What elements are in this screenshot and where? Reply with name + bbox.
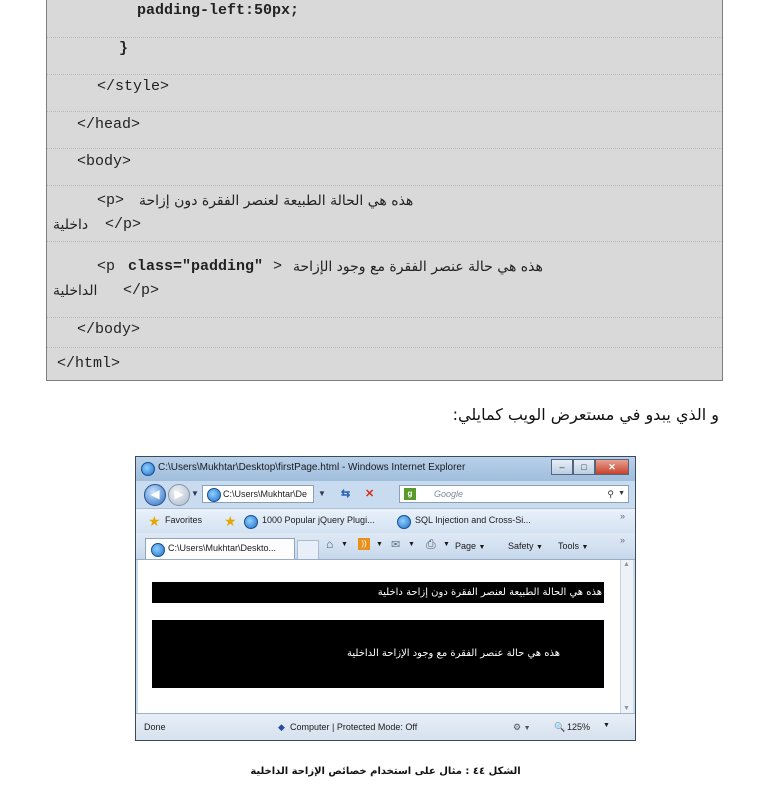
- code-line: [47, 0, 722, 38]
- page-icon: [151, 543, 165, 557]
- code-text: }: [119, 40, 129, 57]
- title-bar: [136, 457, 635, 481]
- arabic-text: هذه هي حالة عنصر الفقرة مع وجود الإزاحة: [293, 259, 543, 275]
- tools-menu[interactable]: Tools ▼: [558, 541, 589, 551]
- ie-logo-icon: [141, 462, 155, 476]
- code-text: </body>: [77, 321, 141, 338]
- page-menu[interactable]: Page ▼: [455, 541, 486, 551]
- code-text-bold: class="padding": [128, 258, 264, 275]
- code-text: padding-left:50px;: [137, 2, 300, 19]
- zoom-dropdown-icon[interactable]: ▼: [603, 722, 610, 729]
- home-icon[interactable]: ⌂: [326, 537, 334, 551]
- address-bar[interactable]: [202, 485, 314, 503]
- search-icon[interactable]: ⚲: [607, 489, 614, 499]
- page-icon: [207, 488, 221, 502]
- address-text: C:\Users\Mukhtar\De: [223, 489, 308, 499]
- favorites-bar: [136, 508, 635, 534]
- tab-bar: [136, 533, 635, 560]
- page-menu-label: Page: [455, 541, 477, 551]
- figure-caption: الشكل ٤٤ : مثال على استخدام خصائص الإزاحة الداخلية: [250, 766, 521, 777]
- paragraph-text: هذه هي الحالة الطبيعة لعنصر الفقرة دون إزاحة داخلية: [377, 587, 602, 598]
- page-icon: [397, 515, 411, 529]
- close-icon[interactable]: ✕: [595, 459, 629, 475]
- code-line: [47, 241, 722, 318]
- code-text: </style>: [97, 78, 170, 95]
- paragraph-normal: [152, 582, 604, 603]
- address-dropdown-icon[interactable]: ▼: [318, 489, 326, 498]
- scroll-down-icon[interactable]: ▼: [623, 705, 630, 712]
- maximize-icon[interactable]: □: [573, 459, 595, 475]
- code-text: </p>: [123, 282, 160, 299]
- minimize-icon[interactable]: –: [551, 459, 573, 475]
- search-box[interactable]: [399, 485, 629, 503]
- code-line: [47, 317, 722, 348]
- google-icon: g: [404, 488, 416, 500]
- favorites-star-icon: ★: [148, 513, 161, 529]
- paragraph-text: هذه هي حالة عنصر الفقرة مع وجود الإزاحة الداخلية: [347, 648, 560, 659]
- print-dropdown-icon[interactable]: ▼: [443, 541, 450, 548]
- favorites-button[interactable]: Favorites: [165, 515, 203, 525]
- code-line: [47, 148, 722, 186]
- home-dropdown-icon[interactable]: ▼: [341, 541, 348, 548]
- code-text: </html>: [57, 355, 121, 372]
- feeds-icon[interactable]: )): [358, 538, 370, 550]
- tab-active[interactable]: [145, 538, 295, 559]
- paragraph-padding: [152, 620, 604, 688]
- print-icon[interactable]: ⎙: [426, 537, 436, 551]
- protected-mode-icon[interactable]: ⚙ ▼: [513, 722, 531, 732]
- mail-icon[interactable]: ✉: [391, 539, 401, 551]
- refresh-icon[interactable]: ⇆: [341, 488, 351, 500]
- safety-menu[interactable]: Safety ▼: [508, 541, 543, 551]
- scroll-up-icon[interactable]: ▲: [623, 561, 630, 568]
- page-icon: [244, 515, 258, 529]
- code-text: <p>: [97, 192, 125, 209]
- code-line: [47, 37, 722, 75]
- navigation-bar: [136, 481, 635, 508]
- code-listing: [46, 0, 723, 381]
- code-text: </p>: [105, 216, 142, 233]
- zoom-level[interactable]: 125%: [567, 722, 591, 732]
- favorite-link[interactable]: 1000 Popular jQuery Plugi...: [262, 515, 375, 525]
- code-text: <p: [97, 258, 125, 275]
- page-viewport: [138, 560, 621, 713]
- computer-zone-icon: ◆: [278, 722, 285, 732]
- new-tab-button[interactable]: [297, 540, 319, 559]
- history-dropdown-icon[interactable]: ▼: [191, 489, 199, 498]
- code-line: [47, 74, 722, 112]
- code-text: <body>: [77, 153, 132, 170]
- arabic-text: داخلية: [53, 217, 89, 233]
- chevron-icon[interactable]: »: [620, 511, 626, 521]
- tab-label: C:\Users\Mukhtar\Deskto...: [168, 543, 277, 553]
- arabic-text: الداخلية: [53, 283, 98, 299]
- stop-icon[interactable]: ✕: [365, 488, 375, 500]
- code-line: [47, 347, 722, 381]
- security-zone: Computer | Protected Mode: Off: [290, 722, 418, 732]
- browser-window: [135, 456, 636, 741]
- window-title: C:\Users\Mukhtar\Desktop\firstPage.html - Windows Internet Explorer: [158, 462, 466, 473]
- code-line: [47, 185, 722, 242]
- arabic-text: هذه هي الحالة الطبيعة لعنصر الفقرة دون إزاحة: [139, 193, 414, 209]
- status-text: Done: [144, 722, 166, 732]
- vertical-scrollbar[interactable]: [620, 560, 633, 713]
- back-button[interactable]: ◀: [144, 484, 166, 506]
- chevron-icon[interactable]: »: [620, 535, 626, 545]
- intro-text: و الذي يبدو في مستعرض الويب كمايلي:: [452, 405, 719, 424]
- safety-menu-label: Safety: [508, 541, 534, 551]
- code-text: >: [273, 258, 283, 275]
- mail-dropdown-icon[interactable]: ▼: [408, 541, 415, 548]
- feeds-dropdown-icon[interactable]: ▼: [376, 541, 383, 548]
- search-placeholder: Google: [434, 489, 464, 499]
- tools-menu-label: Tools: [558, 541, 580, 551]
- zoom-icon: 🔍: [554, 722, 566, 732]
- code-line: [47, 111, 722, 149]
- window-controls: [551, 459, 629, 475]
- forward-button[interactable]: ▶: [168, 484, 190, 506]
- favorite-link[interactable]: SQL Injection and Cross-Si...: [415, 515, 531, 525]
- add-favorite-icon[interactable]: ★: [224, 513, 237, 529]
- code-text: </head>: [77, 116, 141, 133]
- search-dropdown-icon[interactable]: ▼: [618, 490, 625, 497]
- status-bar: [136, 713, 635, 741]
